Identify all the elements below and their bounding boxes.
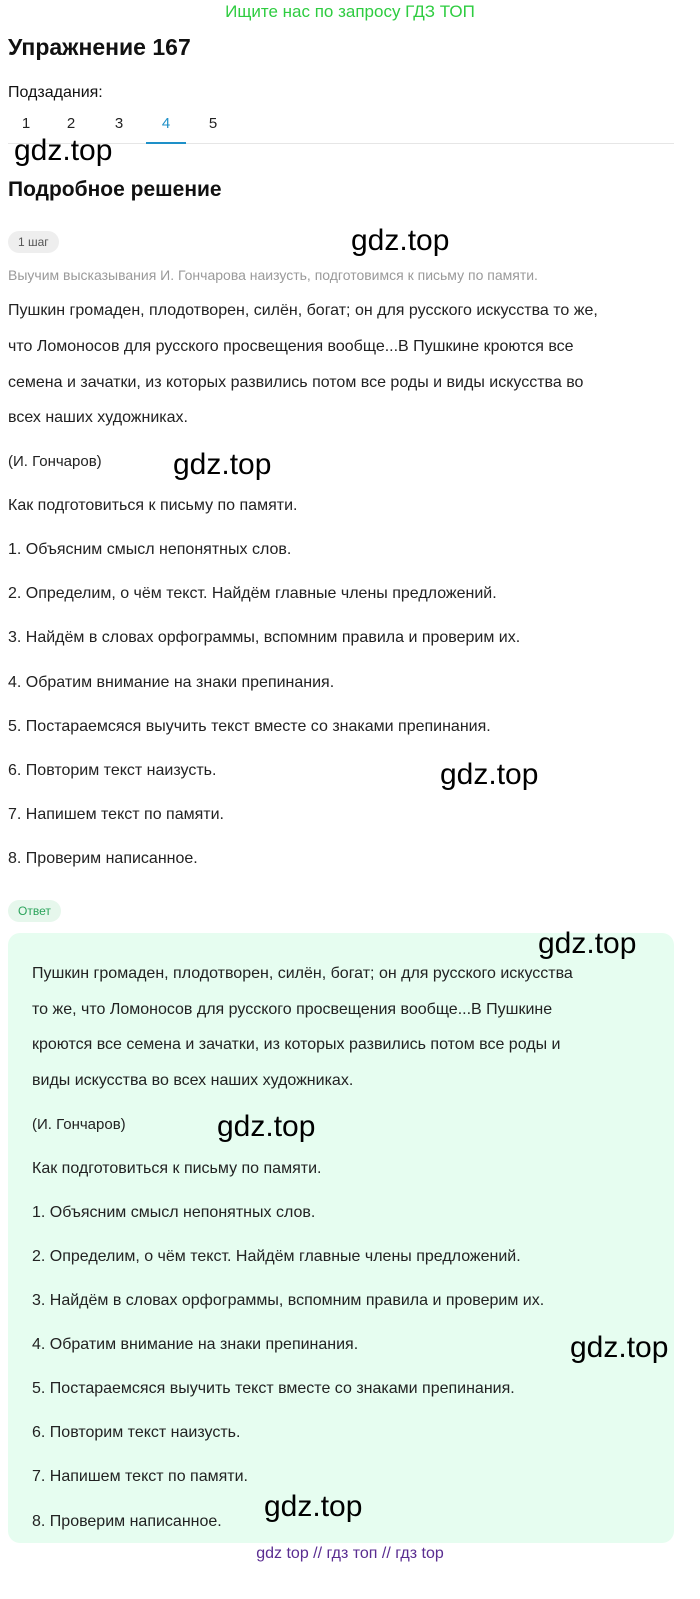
tab-5[interactable]: 5 [208,115,218,132]
footer-link-gdz-top-mixed[interactable]: гдз top [395,1545,444,1562]
footer-link-gdz-top-ru[interactable]: гдз топ [326,1545,378,1562]
step-item: 8. Проверим написанное. [8,850,198,867]
watermark: gdz.top [264,1490,363,1523]
prep-heading: Как подготовиться к письму по памяти. [8,497,298,514]
watermark: gdz.top [14,134,113,167]
quote-author: (И. Гончаров) [8,453,102,470]
answer-step-item: 8. Проверим написанное. [32,1513,222,1530]
tab-1[interactable]: 1 [21,115,31,132]
answer-quote-line: то же, что Ломоносов для русского просвещения вообще...В Пушкине [32,1001,553,1018]
quote-line: что Ломоносов для русского просвещения вообще...В Пушкине кроются все [8,338,574,355]
answer-badge: Ответ [8,900,61,922]
step-item: 6. Повторим текст наизусть. [8,762,217,779]
step-item: 7. Напишем текст по памяти. [8,806,224,823]
answer-step-item: 1. Объясним смысл непонятных слов. [32,1204,316,1221]
promo-banner[interactable]: Ищите нас по запросу ГДЗ ТОП [225,2,475,21]
watermark: gdz.top [351,224,450,257]
tab-4[interactable]: 4 [161,115,171,132]
quote-line: семена и зачатки, из которых развились потом все роды и виды искусства во [8,374,584,391]
step-item: 5. Постараемсяся выучить текст вместе со знаками препинания. [8,718,491,735]
solution-heading: Подробное решение [8,178,222,201]
subtasks-label: Подзадания: [8,84,103,101]
intro-text: Выучим высказывания И. Гончарова наизусть, подготовимся к письму по памяти. [8,267,538,283]
answer-step-item: 4. Обратим внимание на знаки препинания. [32,1336,359,1353]
tab-2[interactable]: 2 [66,115,76,132]
page-title: Упражнение 167 [8,34,191,60]
watermark: gdz.top [570,1331,669,1364]
active-tab-indicator [146,142,186,144]
quote-line: Пушкин громаден, плодотворен, силён, богат; он для русского искусства то же, [8,302,598,319]
tab-3[interactable]: 3 [114,115,124,132]
step-item: 1. Объясним смысл непонятных слов. [8,541,292,558]
answer-step-item: 6. Повторим текст наизусть. [32,1424,241,1441]
step-item: 3. Найдём в словах орфограммы, вспомним правила и проверим их. [8,629,521,646]
watermark: gdz.top [217,1110,316,1143]
watermark: gdz.top [173,448,272,481]
watermark: gdz.top [538,927,637,960]
answer-quote-line: Пушкин громаден, плодотворен, силён, богат; он для русского искусства [32,965,573,982]
footer-link-gdz-top[interactable]: gdz top [256,1545,309,1562]
answer-prep-heading: Как подготовиться к письму по памяти. [32,1160,322,1177]
footer-separator: // [313,1545,323,1562]
answer-step-item: 2. Определим, о чём текст. Найдём главные члены предложений. [32,1248,521,1265]
footer-separator: // [381,1545,391,1562]
watermark: gdz.top [440,758,539,791]
answer-step-item: 3. Найдём в словах орфограммы, вспомним правила и проверим их. [32,1292,545,1309]
quote-line: всех наших художниках. [8,409,188,426]
answer-box [8,933,674,1543]
answer-step-item: 5. Постараемсяся выучить текст вместе со знаками препинания. [32,1380,515,1397]
answer-step-item: 7. Напишем текст по памяти. [32,1468,248,1485]
answer-quote-line: кроются все семена и зачатки, из которых развились потом все роды и [32,1036,561,1053]
answer-author: (И. Гончаров) [32,1116,126,1133]
step-item: 2. Определим, о чём текст. Найдём главные члены предложений. [8,585,497,602]
step-item: 4. Обратим внимание на знаки препинания. [8,674,335,691]
step-badge: 1 шаг [8,231,59,253]
answer-quote-line: виды искусства во всех наших художниках. [32,1072,354,1089]
footer-links [0,1544,700,1564]
